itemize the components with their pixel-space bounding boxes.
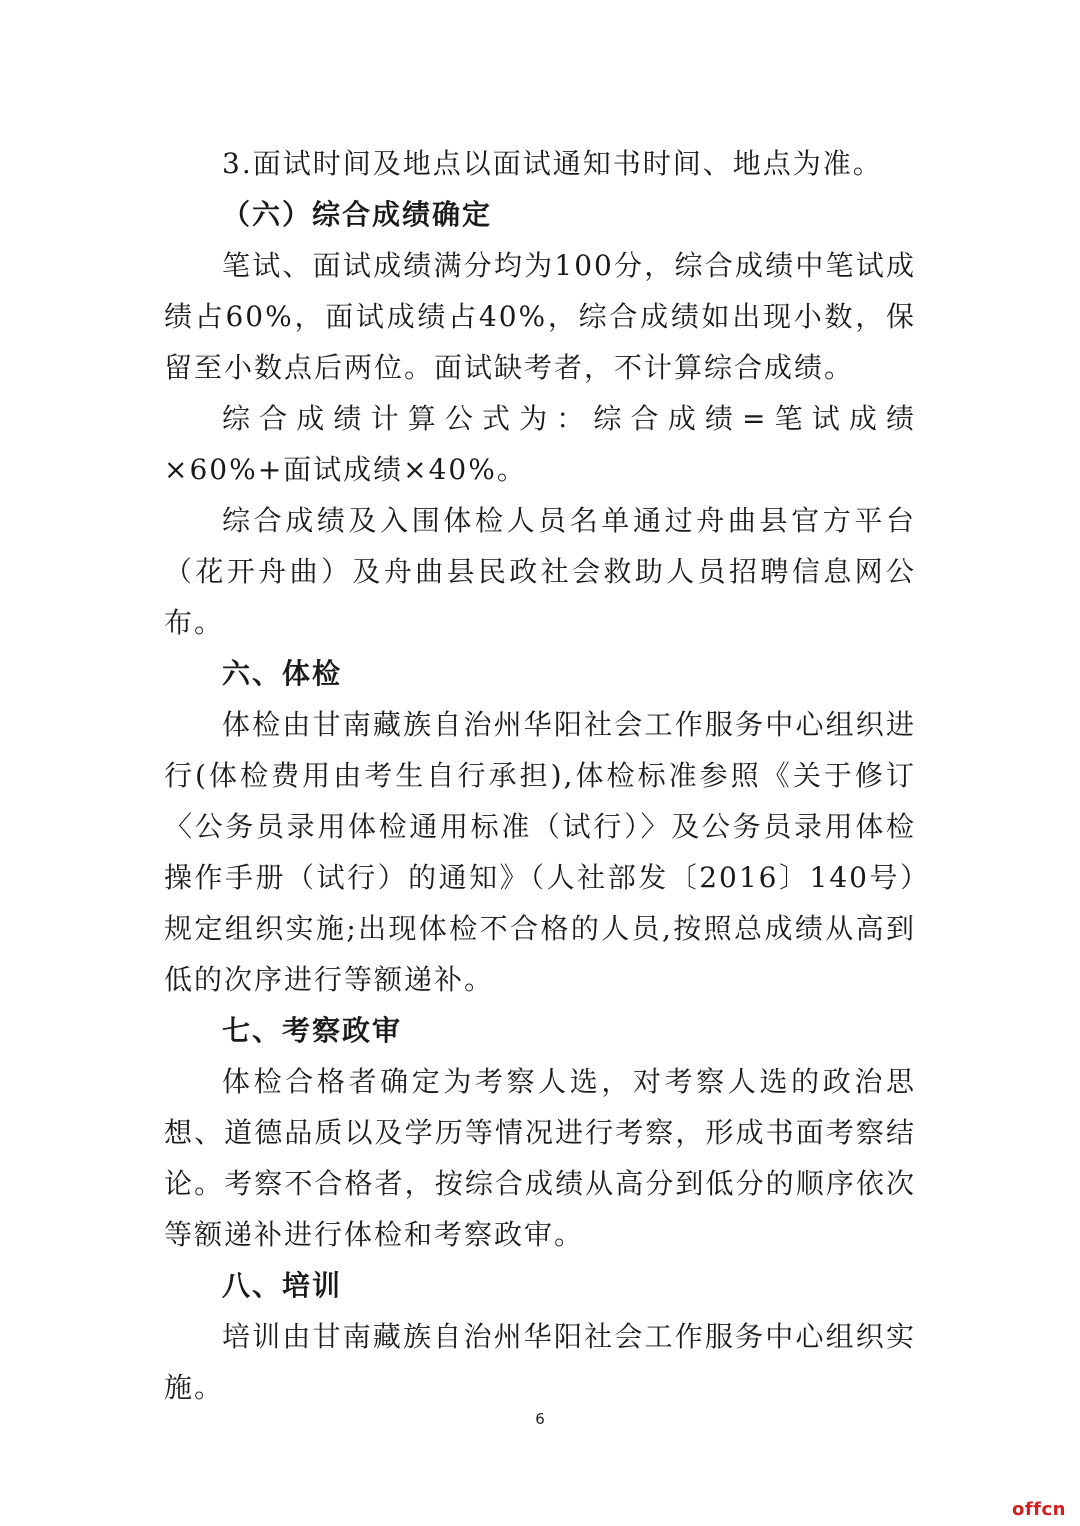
document-body [164, 138, 916, 1413]
heading-training: 八、培训 [222, 1269, 343, 1302]
paragraph-score-publication: 综合成绩及入围体检人员名单通过舟曲县官方平台（花开舟曲）及舟曲县民政社会救助人员招聘信息网公布。 [164, 504, 916, 639]
watermark-logo: offcn [1011, 1499, 1066, 1520]
page-number: 6 [535, 1410, 545, 1428]
paragraph-physical-exam: 体检由甘南藏族自治州华阳社会工作服务中心组织进行(体检费用由考生自行承担),体检标准参照《关于修订〈公务员录用体检通用标准（试行）〉及公务员录用体检操作手册（试行）的通知》（人社部发〔2016〕140号）规定组织实施;出现体检不合格的人员,按照总成绩从高到低的次序进行等额递补。 [164, 708, 916, 996]
heading-physical-exam: 六、体检 [222, 657, 343, 690]
paragraph-score-weights: 笔试、面试成绩满分均为100分，综合成绩中笔试成绩占60%，面试成绩占40%，综合成绩如出现小数，保留至小数点后两位。面试缺考者，不计算综合成绩。 [164, 249, 916, 384]
paragraph-training: 培训由甘南藏族自治州华阳社会工作服务中心组织实施。 [164, 1320, 916, 1404]
heading-composite-score: （六）综合成绩确定 [222, 198, 493, 231]
paragraph-interview-time: 3.面试时间及地点以面试通知书时间、地点为准。 [222, 147, 883, 180]
heading-political-review: 七、考察政审 [222, 1014, 403, 1047]
paragraph-score-formula: 综合成绩计算公式为：综合成绩=笔试成绩×60%+面试成绩×40%。 [164, 402, 916, 486]
paragraph-political-review: 体检合格者确定为考察人选，对考察人选的政治思想、道德品质以及学历等情况进行考察，形成书面考察结论。考察不合格者，按综合成绩从高分到低分的顺序依次等额递补进行体检和考察政审。 [164, 1065, 916, 1251]
